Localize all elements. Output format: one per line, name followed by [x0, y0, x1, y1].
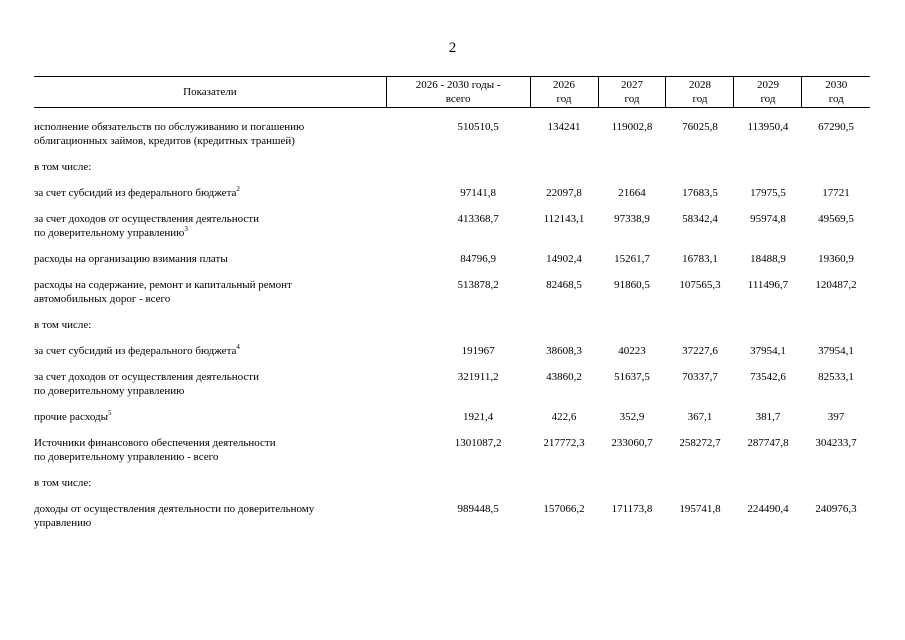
header-year-label: 2027 — [620, 79, 643, 91]
indicator-label-line — [34, 476, 386, 490]
year-value-cell — [598, 476, 666, 490]
year-value-cell: 58342,4 — [682, 213, 718, 225]
indicator-cell — [34, 502, 386, 530]
total-value-cell: 510510,5 — [457, 121, 499, 133]
year-value-cell: 107565,3 — [679, 279, 721, 291]
row-spacer — [34, 108, 870, 121]
indicator-label-text: расходы на содержание, ремонт и капитальный ремонт — [34, 279, 292, 291]
header-year-label: 2028 — [688, 79, 711, 91]
indicator-label-line — [34, 370, 386, 384]
year-value-cell — [530, 476, 598, 490]
row-spacer — [34, 358, 870, 370]
indicator-label-text: автомобильных дорог - всего — [34, 293, 171, 305]
indicator-label-text: по доверительному управлению — [34, 385, 185, 397]
year-value-cell: 113950,4 — [747, 121, 789, 133]
year-value-cell — [802, 160, 870, 174]
indicator-label-line — [34, 212, 386, 226]
year-value-cell — [598, 318, 666, 332]
indicator-label-text: исполнение обязательств по обслуживанию и погашению — [34, 121, 305, 133]
year-value-cell: 15261,7 — [614, 253, 650, 265]
footnote-marker: 2 — [236, 185, 240, 193]
indicator-label-line — [34, 252, 386, 266]
year-value-cell — [598, 160, 666, 174]
header-year-2027 — [598, 77, 666, 108]
indicator-cell — [34, 160, 386, 174]
year-value-cell: 17721 — [822, 187, 850, 199]
indicator-label-line — [34, 344, 386, 358]
year-value-cell: 119002,8 — [611, 121, 653, 133]
year-value-cell — [666, 476, 734, 490]
year-value-cell: 381,7 — [755, 411, 781, 423]
header-year-2029 — [734, 77, 802, 108]
spacer-cell — [34, 174, 870, 186]
indicator-label-line — [34, 384, 386, 398]
total-value-cell: 191967 — [461, 345, 495, 357]
header-year-unit: год — [828, 93, 844, 105]
indicator-label-text: за счет субсидий из федерального бюджета — [34, 187, 237, 199]
spacer-cell — [34, 306, 870, 318]
indicator-label-text: управлению — [34, 517, 92, 529]
year-value-cell: 352,9 — [619, 411, 645, 423]
row-spacer — [34, 464, 870, 476]
year-value-cell: 287747,8 — [747, 437, 789, 449]
year-value-cell: 367,1 — [687, 411, 713, 423]
indicator-cell — [34, 476, 386, 490]
year-value-cell: 112143,1 — [543, 213, 585, 225]
year-value-cell: 233060,7 — [611, 437, 653, 449]
year-value-cell: 37954,1 — [818, 345, 854, 357]
year-value-cell — [734, 160, 802, 174]
table-row — [34, 212, 870, 240]
indicator-label-line — [34, 436, 386, 450]
indicator-label-text: в том числе: — [34, 161, 92, 173]
year-value-cell: 171173,8 — [611, 503, 653, 515]
year-value-cell: 76025,8 — [682, 121, 718, 133]
header-year-2028 — [666, 77, 734, 108]
year-value-cell: 49569,5 — [818, 213, 854, 225]
table-row — [34, 502, 870, 530]
spacer-cell — [34, 358, 870, 370]
footnote-marker: 4 — [236, 343, 240, 351]
row-spacer — [34, 200, 870, 212]
table-header-row — [34, 77, 870, 108]
year-value-cell: 43860,2 — [546, 371, 582, 383]
indicator-label-line — [34, 120, 386, 134]
year-value-cell: 258272,7 — [679, 437, 721, 449]
year-value-cell: 37227,6 — [682, 345, 718, 357]
year-value-cell: 422,6 — [551, 411, 577, 423]
indicator-label-line — [34, 134, 386, 148]
indicator-cell — [34, 436, 386, 464]
header-year-2026 — [530, 77, 598, 108]
spacer-cell — [34, 398, 870, 410]
table-row — [34, 318, 870, 332]
header-year-label: 2030 — [825, 79, 848, 91]
indicator-label-line — [34, 186, 386, 200]
header-year-2030 — [802, 77, 870, 108]
indicator-cell — [34, 344, 386, 358]
table-row — [34, 278, 870, 306]
year-value-cell: 67290,5 — [818, 121, 854, 133]
table-row — [34, 370, 870, 398]
indicator-cell — [34, 212, 386, 240]
row-spacer — [34, 174, 870, 186]
indicator-cell — [34, 186, 386, 200]
table-row — [34, 436, 870, 464]
indicator-cell — [34, 370, 386, 398]
year-value-cell: 37954,1 — [750, 345, 786, 357]
year-value-cell — [666, 318, 734, 332]
page-number: 2 — [448, 40, 457, 56]
indicator-label-text: расходы на организацию взимания платы — [34, 253, 228, 265]
year-value-cell: 111496,7 — [747, 279, 789, 291]
year-value-cell: 217772,3 — [543, 437, 585, 449]
table-row — [34, 344, 870, 358]
total-value-cell: 1301087,2 — [454, 437, 502, 449]
indicator-label-text: доходы от осуществления деятельности по доверительному — [34, 503, 315, 515]
total-value-cell — [386, 160, 530, 174]
year-value-cell: 17975,5 — [750, 187, 786, 199]
year-value-cell — [530, 160, 598, 174]
table-row — [34, 252, 870, 266]
total-value-cell: 413368,7 — [457, 213, 499, 225]
year-value-cell: 51637,5 — [614, 371, 650, 383]
total-value-cell — [386, 476, 530, 490]
year-value-cell: 19360,9 — [818, 253, 854, 265]
indicator-label-line — [34, 292, 386, 306]
spacer-cell — [34, 332, 870, 344]
row-spacer — [34, 240, 870, 252]
indicator-cell — [34, 120, 386, 148]
header-year-label: 2029 — [756, 79, 779, 91]
header-total — [386, 77, 530, 108]
indicator-label-text: по доверительному управлению - всего — [34, 451, 219, 463]
year-value-cell: 14902,4 — [546, 253, 582, 265]
indicator-label-line — [34, 318, 386, 332]
year-value-cell: 22097,8 — [546, 187, 582, 199]
year-value-cell: 40223 — [618, 345, 646, 357]
indicator-label-text: Источники финансового обеспечения деятельности — [34, 437, 276, 449]
row-spacer — [34, 306, 870, 318]
year-value-cell: 195741,8 — [679, 503, 721, 515]
indicator-label-text: в том числе: — [34, 477, 92, 489]
spacer-cell — [34, 240, 870, 252]
row-spacer — [34, 148, 870, 160]
indicator-label-line — [34, 226, 386, 240]
indicator-label-text: за счет доходов от осуществления деятельности — [34, 213, 259, 225]
table-row — [34, 160, 870, 174]
indicator-cell — [34, 318, 386, 332]
total-value-cell — [386, 318, 530, 332]
indicator-label-line — [34, 410, 386, 424]
header-year-unit: год — [556, 93, 572, 105]
year-value-cell: 16783,1 — [682, 253, 718, 265]
footnote-marker: 3 — [184, 225, 188, 233]
year-value-cell: 91860,5 — [614, 279, 650, 291]
year-value-cell: 97338,9 — [614, 213, 650, 225]
indicator-label-text: за счет субсидий из федерального бюджета — [34, 345, 237, 357]
year-value-cell — [802, 318, 870, 332]
year-value-cell: 397 — [827, 411, 845, 423]
year-value-cell: 21664 — [618, 187, 646, 199]
row-spacer — [34, 266, 870, 278]
year-value-cell: 157066,2 — [543, 503, 585, 515]
spacer-cell — [34, 464, 870, 476]
indicator-label-text: за счет доходов от осуществления деятельности — [34, 371, 259, 383]
total-value-cell: 321911,2 — [457, 371, 499, 383]
table-row — [34, 410, 870, 424]
spacer-cell — [34, 108, 870, 121]
budget-table — [34, 76, 870, 530]
footnote-marker: 5 — [108, 409, 112, 417]
indicator-label-line — [34, 278, 386, 292]
year-value-cell — [666, 160, 734, 174]
indicator-label-line — [34, 516, 386, 530]
total-value-cell: 1921,4 — [463, 411, 494, 423]
table-row — [34, 120, 870, 148]
year-value-cell: 224490,4 — [747, 503, 789, 515]
year-value-cell: 240976,3 — [815, 503, 857, 515]
header-year-unit: год — [692, 93, 708, 105]
year-value-cell: 73542,6 — [750, 371, 786, 383]
year-value-cell — [734, 476, 802, 490]
header-year-label: 2026 — [553, 79, 575, 91]
indicator-label-text: в том числе: — [34, 319, 92, 331]
row-spacer — [34, 490, 870, 502]
year-value-cell: 304233,7 — [815, 437, 857, 449]
indicator-cell — [34, 278, 386, 306]
spacer-cell — [34, 266, 870, 278]
total-value-cell: 84796,9 — [460, 253, 497, 265]
header-year-unit: год — [760, 93, 776, 105]
indicator-label-text: облигационных займов, кредитов (кредитных траншей) — [34, 135, 295, 147]
year-value-cell: 70337,7 — [682, 371, 718, 383]
table-row — [34, 186, 870, 200]
year-value-cell: 120487,2 — [815, 279, 857, 291]
indicator-cell — [34, 410, 386, 424]
indicator-label-text: по доверительному управлению — [34, 227, 185, 239]
year-value-cell: 38608,3 — [546, 345, 582, 357]
total-value-cell: 989448,5 — [457, 503, 499, 515]
indicator-cell — [34, 252, 386, 266]
year-value-cell — [734, 318, 802, 332]
header-total-line-1: 2026 - 2030 годы - — [415, 79, 501, 91]
table-row — [34, 476, 870, 490]
year-value-cell: 95974,8 — [750, 213, 786, 225]
spacer-cell — [34, 490, 870, 502]
row-spacer — [34, 332, 870, 344]
total-value-cell: 513878,2 — [457, 279, 499, 291]
year-value-cell — [802, 476, 870, 490]
row-spacer — [34, 424, 870, 436]
year-value-cell: 82533,1 — [818, 371, 854, 383]
table-body — [34, 108, 870, 531]
indicator-label-text: прочие расходы — [34, 411, 109, 423]
year-value-cell: 82468,5 — [546, 279, 582, 291]
year-value-cell: 134241 — [547, 121, 581, 133]
spacer-cell — [34, 148, 870, 160]
spacer-cell — [34, 424, 870, 436]
total-value-cell: 97141,8 — [460, 187, 497, 199]
header-total-line-2: всего — [445, 93, 471, 105]
header-indicator: Показатели — [34, 77, 386, 108]
indicator-label-line — [34, 502, 386, 516]
year-value-cell: 17683,5 — [682, 187, 718, 199]
year-value-cell: 18488,9 — [750, 253, 786, 265]
year-value-cell — [530, 318, 598, 332]
spacer-cell — [34, 200, 870, 212]
indicator-label-line — [34, 450, 386, 464]
row-spacer — [34, 398, 870, 410]
header-year-unit: год — [624, 93, 640, 105]
indicator-label-line — [34, 160, 386, 174]
